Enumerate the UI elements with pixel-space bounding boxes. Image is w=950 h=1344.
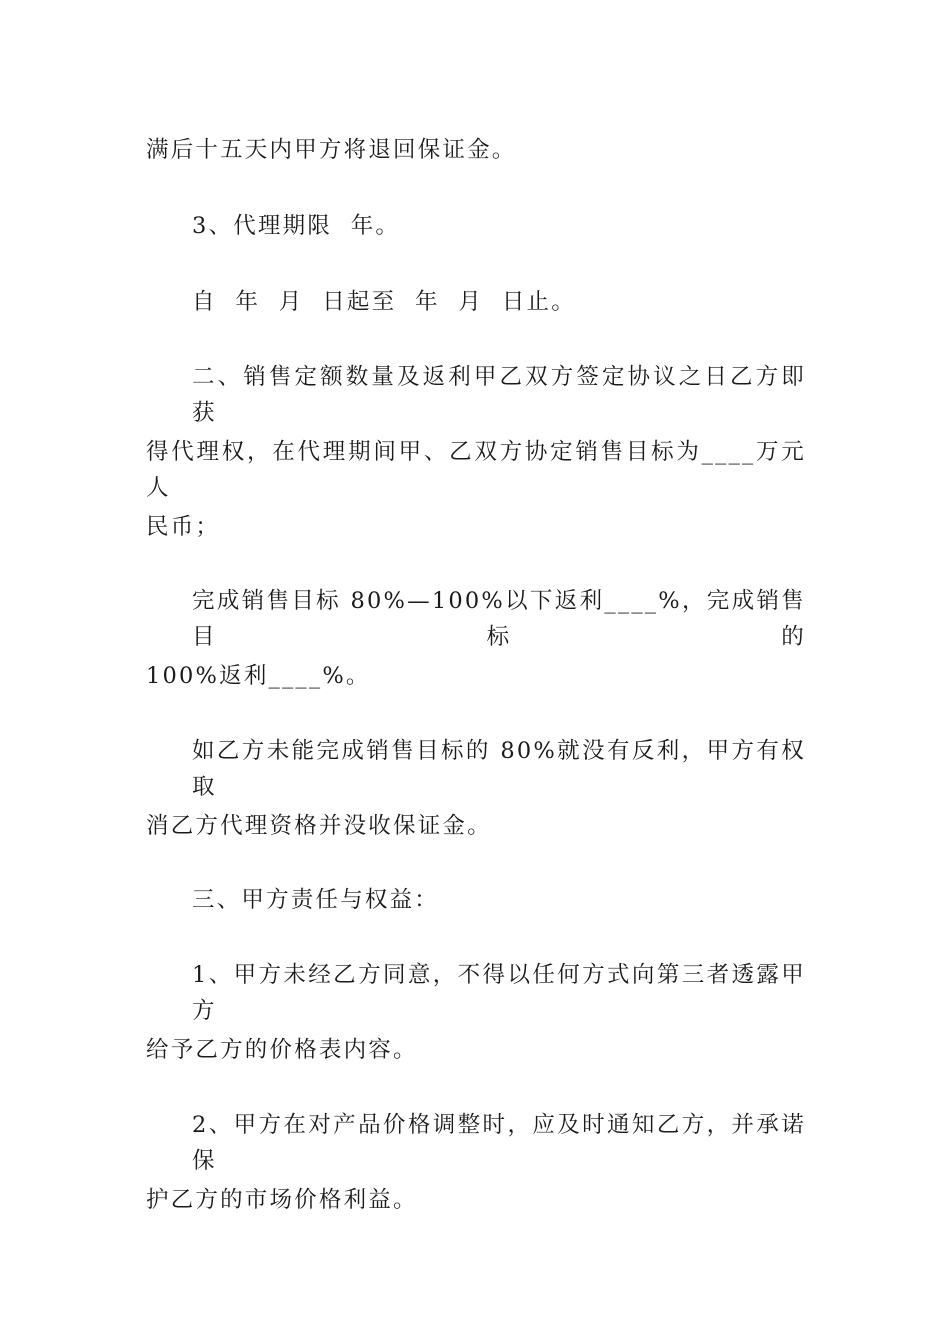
text-line: 100%返利____%。 — [146, 663, 371, 689]
text-line: 2、甲方在对产品价格调整时，应及时通知乙方，并承诺保 — [192, 1112, 806, 1174]
text-line: 满后十五天内甲方将退回保证金。 — [146, 137, 517, 163]
text-line: 自 年 月 日起至 年 月 日止。 — [192, 289, 576, 315]
text-line: 1、甲方未经乙方同意，不得以任何方式向第三者透露甲方 — [192, 962, 806, 1024]
text-line: 消乙方代理资格并没收保证金。 — [146, 813, 492, 839]
text-line: 二、销售定额数量及返利甲乙双方签定协议之日乙方即获 — [192, 364, 806, 426]
text-line: 护乙方的市场价格利益。 — [146, 1187, 418, 1213]
text-line: 三、甲方责任与权益： — [192, 887, 440, 913]
text-line: 给予乙方的价格表内容。 — [146, 1037, 418, 1063]
text-line: 如乙方未能完成销售目标的 80%就没有反利，甲方有权取 — [192, 738, 806, 800]
text-line: 完成销售目标 80%—100%以下返利____%，完成销售目标的 — [192, 588, 806, 650]
text-line: 得代理权，在代理期间甲、乙双方协定销售目标为____万元人 — [146, 439, 806, 501]
text-line: 3、代理期限 年。 — [192, 213, 401, 239]
text-line: 民币； — [146, 514, 221, 540]
